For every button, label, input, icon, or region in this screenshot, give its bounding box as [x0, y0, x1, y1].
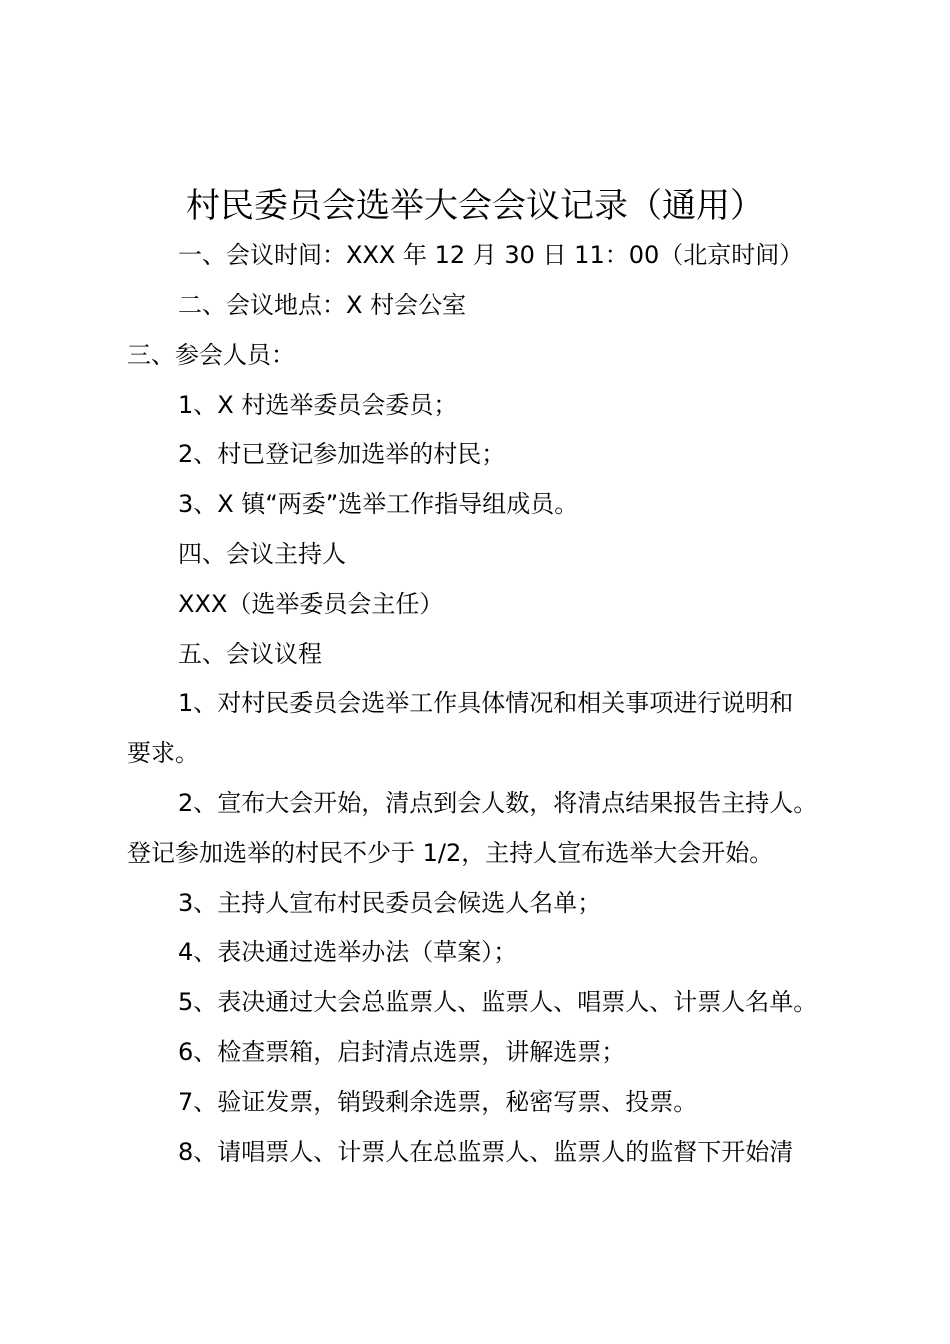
agenda-item-3: 3、主持人宣布村民委员会候选人名单；	[178, 889, 602, 917]
meeting-location-line: 二、会议地点：X 村会公室	[178, 291, 467, 319]
host-name: XXX（选举委员会主任）	[178, 590, 444, 618]
host-heading: 四、会议主持人	[178, 540, 346, 568]
agenda-item-5: 5、表决通过大会总监票人、监票人、唱票人、计票人名单。	[178, 988, 818, 1016]
agenda-heading: 五、会议议程	[178, 640, 322, 668]
document-title: 村民委员会选举大会会议记录（通用）	[186, 186, 764, 226]
agenda-item-6: 6、检查票箱，启封清点选票，讲解选票；	[178, 1038, 626, 1066]
agenda-item-7: 7、验证发票，销毁剩余选票，秘密写票、投票。	[178, 1088, 698, 1116]
agenda-item-4: 4、表决通过选举办法（草案）；	[178, 938, 518, 966]
agenda-item-8: 8、请唱票人、计票人在总监票人、监票人的监督下开始清	[178, 1138, 794, 1166]
attendees-heading: 三、参会人员：	[127, 341, 295, 369]
attendee-item-2: 2、村已登记参加选举的村民；	[178, 440, 506, 468]
agenda-item-1: 1、对村民委员会选举工作具体情况和相关事项进行说明和	[178, 689, 794, 717]
agenda-item-2: 2、宣布大会开始，清点到会人数，将清点结果报告主持人。	[178, 789, 818, 817]
agenda-item-1-continued: 要求。	[127, 739, 199, 767]
agenda-item-2-continued: 登记参加选举的村民不少于 1/2，主持人宣布选举大会开始。	[127, 839, 774, 867]
attendee-item-1: 1、X 村选举委员会委员；	[178, 391, 458, 419]
attendee-item-3: 3、X 镇“两委”选举工作指导组成员。	[178, 490, 579, 518]
meeting-time-line: 一、会议时间：XXX 年 12 月 30 日 11：00（北京时间）	[178, 241, 804, 269]
